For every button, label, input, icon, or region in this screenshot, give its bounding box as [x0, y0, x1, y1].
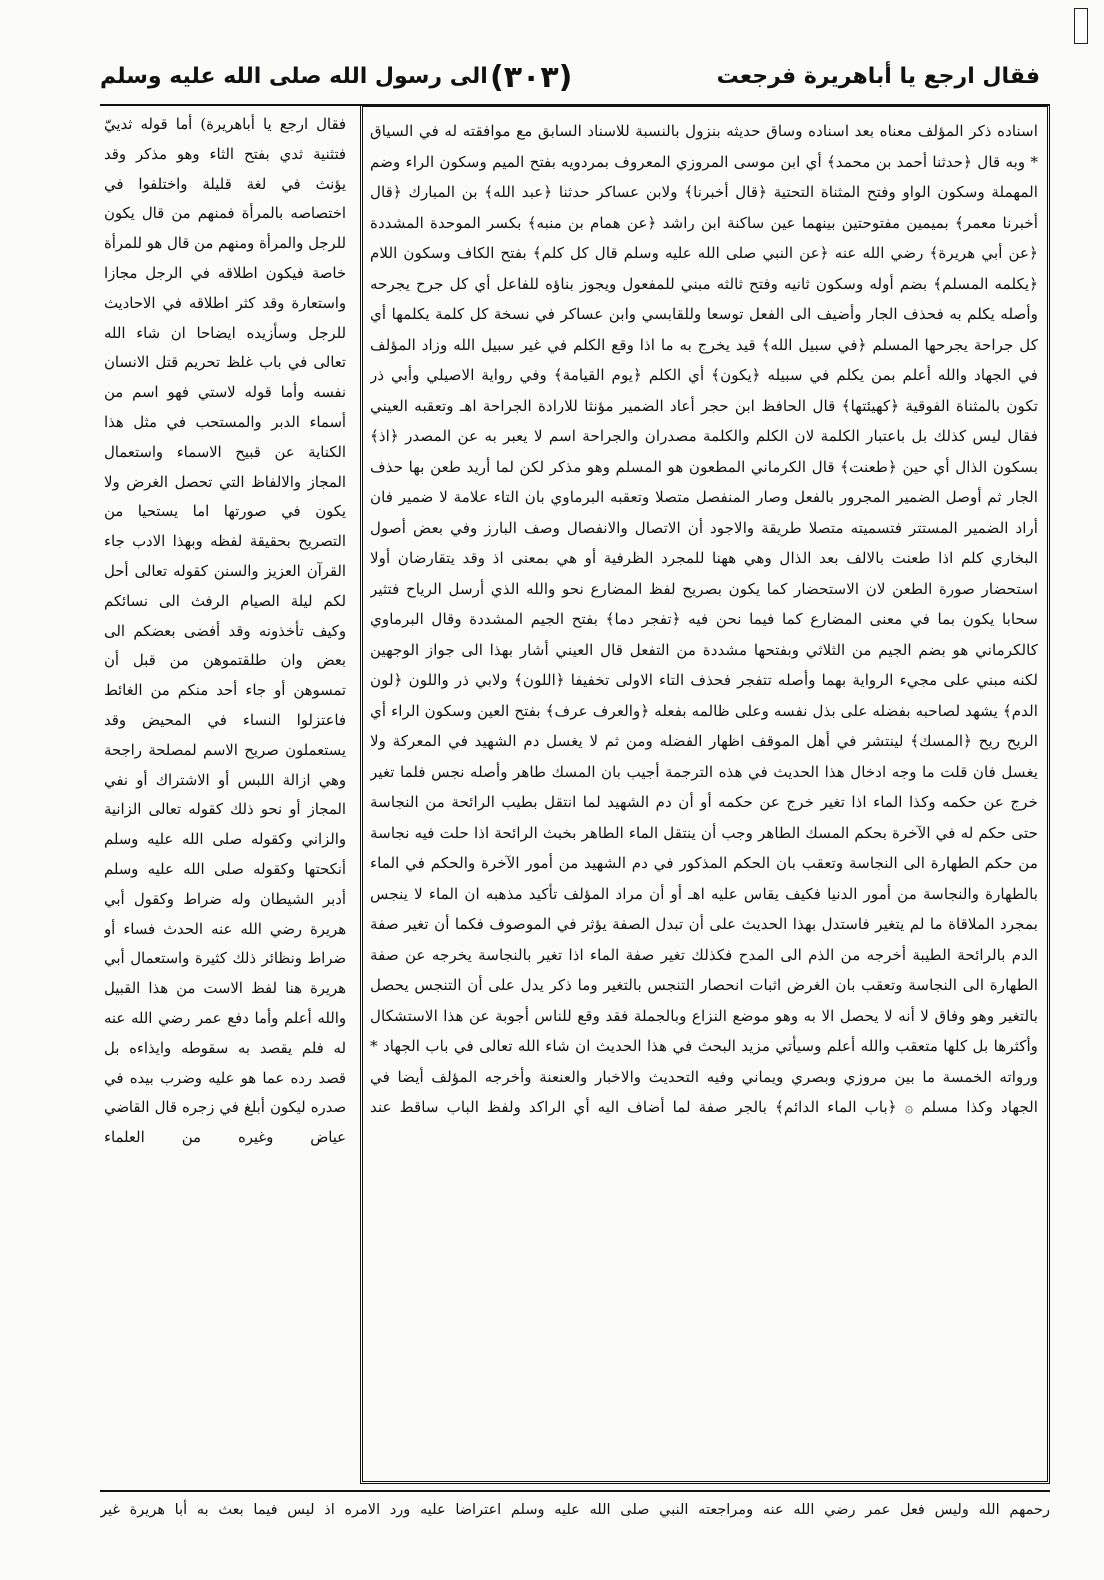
main-commentary-column	[370, 116, 1038, 1476]
corner-mark	[1074, 8, 1088, 44]
margin-commentary-column	[104, 110, 346, 1482]
footer-continuation-line: رحمهم الله وليس فعل عمر رضي الله عنه ومراجعته النبي صلى الله عليه وسلم اعتراضا عليه ورد الامره اذ ليس فيما بعث به أبا هريرة غير	[100, 1502, 1050, 1518]
margin-commentary-text: فقال ارجع يا أباهريرة) أما قوله ثدييّ فتثنية ثدي بفتح الثاء وهو مذكر وقد يؤنث في لغة قليلة واختلفوا في اختصاصه بالمرأة فمنهم من قال يكون للرجل والمرأة ومنهم من قال هو للمرأة خاصة فيكون اطلاقه في الرجل مجازا واستعارة وقد كثر اطلاقه في الاحاديث للرجل وسأزيده ايضاحا ان شاء الله تعالى في باب غلظ تحريم قتل الانسان نفسه وأما قوله لاستي فهو اسم من أسماء الدبر والمستحب في مثل هذا الكناية عن قبيح الاسماء واستعمال المجاز والالفاظ التي تحصل الغرض ولا يكون في صورتها اما يستحيا من التصريح بحقيقة لفظه وبهذا الادب جاء القرآن العزيز والسنن كقوله تعالى أحل لكم ليلة الصيام الرفث الى نسائكم وكيف تأخذونه وقد أفضى بعضكم الى بعض وان طلقتموهن من قبل أن تمسوهن أو جاء أحد منكم من الغائط فاعتزلوا النساء في المحيض وقد يستعملون صريح الاسم لمصلحة راجحة وهي ازالة اللبس أو الاشتراك أو نفي المجاز أو نحو ذلك كقوله تعالى الزانية والزاني وكقوله صلى الله عليه وسلم أنكحتها وكقوله صلى الله عليه وسلم أدبر الشيطان وله ضراط وكقول أبي هريرة رضي الله عنه الحدث فساء أو ضراط ونظائر ذلك كثيرة واستعمال أبي هريرة هنا لفظ الاست من هذا القبيل والله أعلم وأما دفع عمر رضي الله عنه له فلم يقصد به سقوطه وايذاءه بل قصد رده عما هو عليه وضرب بيده في صدره ليكون أبلغ في زجره قال القاضي عياض وغيره من العلماء	[104, 116, 346, 1147]
running-title-right: فقال ارجع يا أباهريرة فرجعت	[716, 64, 1040, 89]
running-title-left: الى رسول الله صلى الله عليه وسلم	[100, 64, 488, 89]
footer-divider	[100, 1490, 1050, 1492]
page-number: (٣٠٣)	[490, 60, 573, 95]
main-commentary-text: اسناده ذكر المؤلف معناه بعد اسناده وساق حديثه بنزول بالنسبة للاسناد السابق مع موافقته له في السياق * وبه قال ﴿حدثنا أحمد بن محمد﴾ أي ابن موسى المروزي المعروف بمردويه بفتح الميم وسكون الراء وضم المهملة وسكون الواو وفتح المثناة التحتية ﴿قال أخبرنا﴾ ولابن عساكر حدثنا ﴿عبد الله﴾ بن المبارك ﴿قال أخبرنا معمر﴾ بميمين مفتوحتين بينهما عين ساكنة ابن راشد ﴿عن همام بن منبه﴾ بكسر الموحدة المشددة ﴿عن أبي هريرة﴾ رضي الله عنه ﴿عن النبي صلى الله عليه وسلم قال كل كلم﴾ بفتح الكاف وسكون اللام ﴿يكلمه المسلم﴾ بضم أوله وسكون ثانيه وفتح ثالثه مبني للمفعول ويجوز بناؤه للفاعل أي كل جرح يجرحه وأصله يكلم به فحذف الجار وأضيف الى الفعل توسعا وللقابسي وابن عساكر في نسخة كل كلمة يكلمها أي كل جراحة يجرحها المسلم ﴿في سبيل الله﴾ قيد يخرج به ما اذا وقع الكلم في غير سبيل الله وزاد المؤلف في الجهاد والله أعلم بمن يكلم في سبيله ﴿يكون﴾ أي الكلم ﴿يوم القيامة﴾ وفي رواية الاصيلي وأبي ذر تكون بالمثناة الفوقية ﴿كهيئتها﴾ قال الحافظ ابن حجر أعاد الضمير مؤنثا للارادة الجراحة اهـ وتعقبه العيني فقال ليس كذلك بل باعتبار الكلمة لان الكلم والكلمة مصدران والجراحة اسم لا يعبر به عن المصدر ﴿اذ﴾ بسكون الذال أي حين ﴿طعنت﴾ قال الكرماني المطعون هو المسلم وهو مذكر لكن لما أريد طعن بها حذف الجار ثم أوصل الضمير المجرور بالفعل وصار المنفصل متصلا وتعقبه البرماوي بان التاء علامة لا ضمير فان أراد الضمير المستتر فتسميته متصلا طريقة والاجود أن الاتصال والانفصال وصف البارز وفي بعض أصول البخاري كلم اذا طعنت بالالف بعد الذال وهي ههنا للمجرد الظرفية أو هي بمعنى اذ وقد يتقارضان أولا استحضار صورة الطعن لان الاستحضار كما يكون بصريح لفظ المضارع نحو والله الذي أرسل الرياح فتثير سحابا يكون بما في معنى المضارع كما فيما نحن فيه ﴿تفجر دما﴾ بفتح الجيم المشددة وقال البرماوي كالكرماني هو بضم الجيم من الثلاثي وبفتحها مشددة من التفعل قال العيني أشار بهذا الى جواز الوجهين لكنه مبني على مجيء الرواية بهما وأصله تتفجر فحذف التاء الاولى تخفيفا ﴿اللون﴾ ولابي ذر واللون ﴿لون الدم﴾ يشهد لصاحبه بفضله على بذل نفسه وعلى ظالمه بفعله ﴿والعرف عرف﴾ بفتح العين وسكون الراء أي الريح ريح ﴿المسك﴾ لينتشر في أهل الموقف اظهار الفضله ومن ثم لا يغسل دم الشهيد في المعركة ولا يغسل فان قلت ما وجه ادخال هذا الحديث في هذه الترجمة أجيب بان المسك طاهر وأصله نجس فلما تغير خرج عن حكمه وكذا الماء اذا تغير خرج عن حكمه أو أن دم الشهيد لما انتقل بطيب الرائحة من النجاسة حتى حكم له في الآخرة بحكم المسك الطاهر وجب أن ينتقل الماء الطاهر بخبث الرائحة اذا حلت فيه نجاسة من حكم الطهارة الى النجاسة وتعقب بان الحكم المذكور في دم الشهيد من أمور الآخرة والحكم في الماء بالطهارة والنجاسة من أمور الدنيا فكيف يقاس عليه اهـ أو أن مراد المؤلف تأكيد مذهبه ان الماء لا ينجس بمجرد الملاقاة ما لم يتغير فاستدل بهذا الحديث على أن تبدل الصفة يؤثر في الموصوف فكما أن تغير صفة الدم بالرائحة الطيبة أخرجه من الذم الى المدح فكذلك تغير صفة الماء اذا تغير بالنجاسة يخرجه عن صفة الطهارة الى النجاسة وتعقب بان الغرض اثبات انحصار التنجس بالتغير وما ذكر يدل على أن التنجس يحصل بالتغير وهو وفاق لا أنه لا يحصل الا به وهو موضع النزاع وبالجملة فقد وقع للناس أجوبة عن هذا الاستشكال وأكثرها بل كلها متعقب والله أعلم وسيأتي مزيد البحث في هذا الحديث ان شاء الله تعالى في باب الجهاد * ورواته الخمسة ما بين مروزي وبصري ويماني وفيه التحديث والاخبار والعنعنة وأخرجه المؤلف أيضا في الجهاد وكذا مسلم ۞ ﴿باب الماء الدائم﴾ بالجر صفة لما أضاف اليه أي الراكد ولفظ الباب ساقط عند	[370, 122, 1038, 1116]
page-header	[100, 60, 1040, 104]
